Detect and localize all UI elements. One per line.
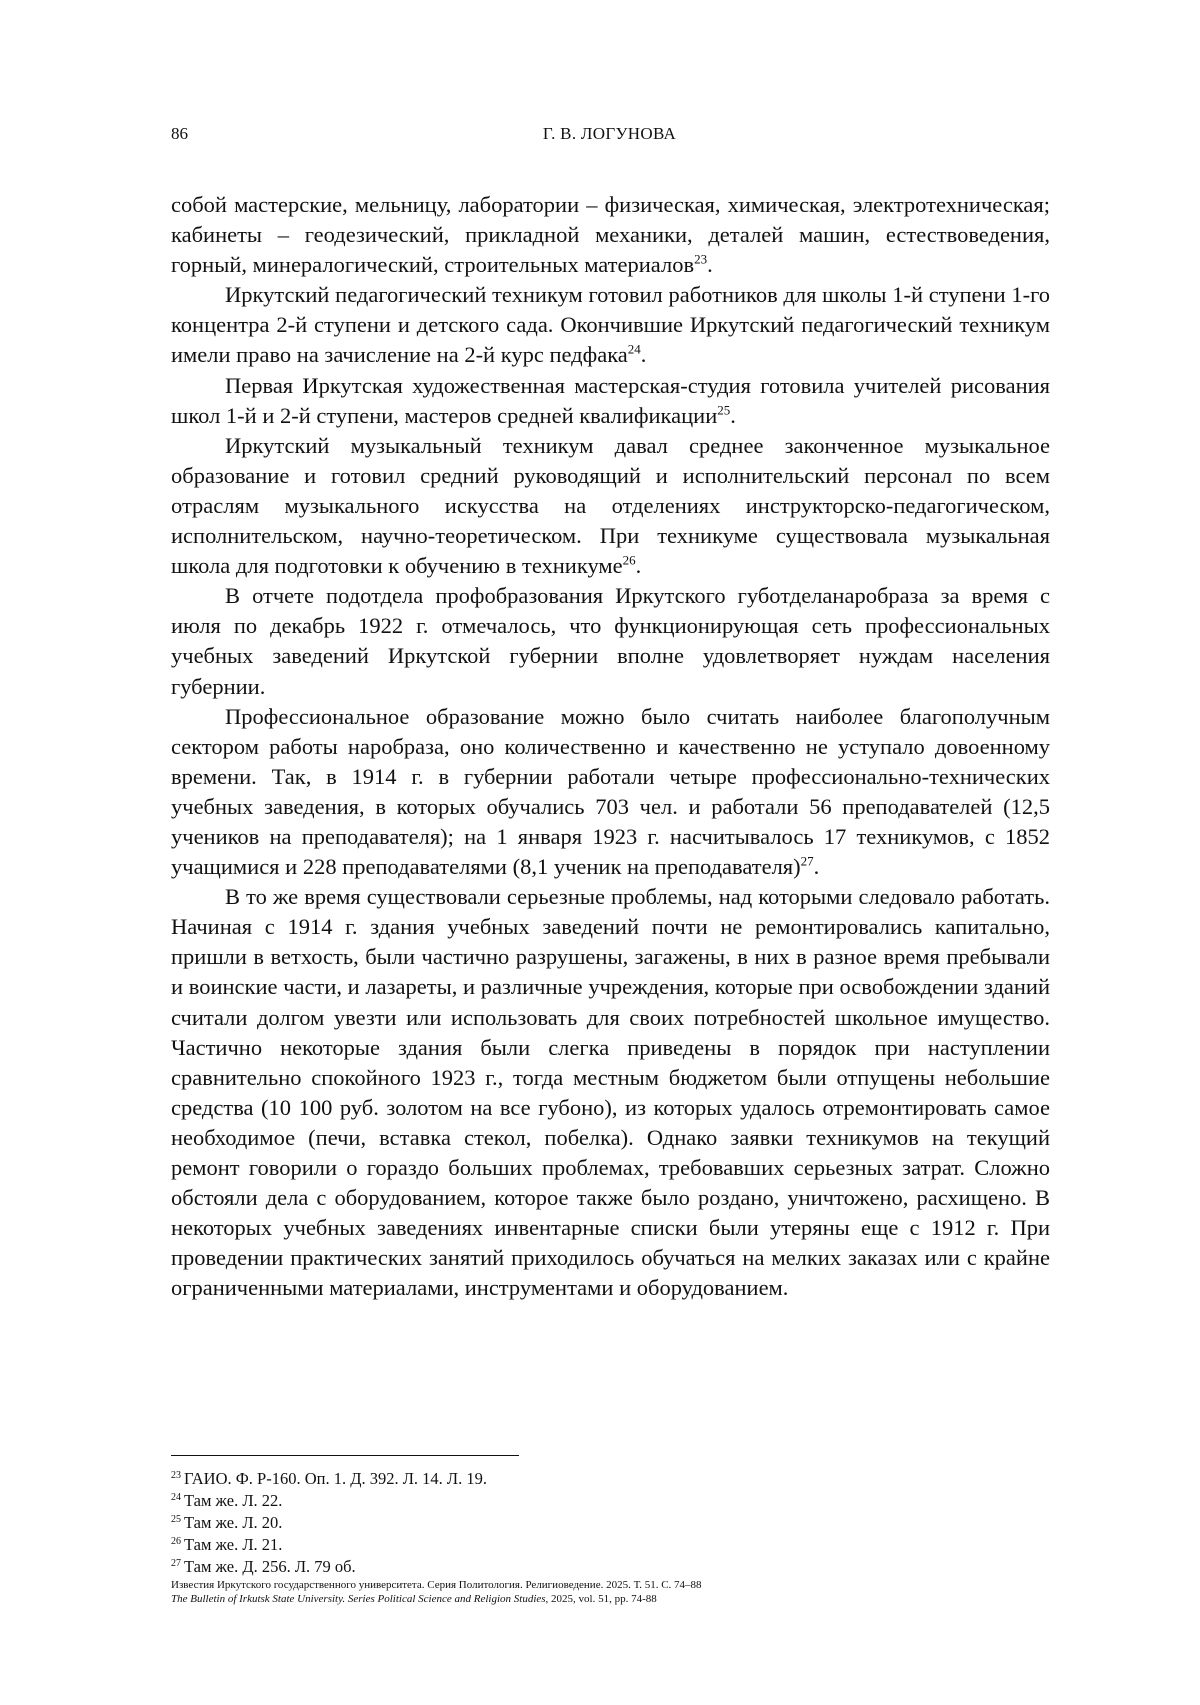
footnote-text: Там же. Д. 256. Л. 79 об. bbox=[184, 1557, 356, 1576]
footnote-text: Там же. Л. 21. bbox=[184, 1535, 282, 1554]
paragraph: собой мастерские, мельницу, лаборатории – физическая, химическая, электро­техническая; кабинеты – геодезический, прикладной механики, деталей машин, естествоведения, горный, минералогический, строительных материалов23. bbox=[171, 190, 1050, 280]
journal-page bbox=[0, 0, 1200, 1705]
footnote-ref: 27 bbox=[801, 854, 814, 869]
footnote bbox=[171, 1556, 1071, 1578]
paragraph: Иркутский педагогический техникум готовил работников для школы 1-й ступени 1-го концентра 2-й ступени и детского сада. Окончившие Иркутский педагогический техникум имели право на зачисление на 2-й курс педфака24. bbox=[171, 280, 1050, 370]
paragraph-text: Иркутский педагогический техникум готовил работников для школы 1-й ступени 1-го концентра 2-й ступени и детского сада. Окончившие Иркутский педагогический техникум имели право на зачисление на 2-й курс педфака bbox=[171, 282, 1050, 367]
footnote-number: 27 bbox=[171, 1558, 181, 1569]
footnote-separator bbox=[171, 1455, 519, 1456]
page-number: 86 bbox=[171, 124, 188, 144]
footnote bbox=[171, 1468, 1071, 1490]
footnote-number: 25 bbox=[171, 1514, 181, 1525]
journal-citation bbox=[171, 1578, 1071, 1606]
paragraph-text: Первая Иркутская художественная мастерская-студия готовила учите­лей рисования школ 1-й и 2-й ступени, мастеров средней квалификации bbox=[171, 373, 1050, 428]
journal-citation-ru: Известия Иркутского государственного университета. Серия Политология. Религиоведение. 2025. Т. 51. С. 74–88 bbox=[171, 1578, 1071, 1592]
running-head-author: Г. В. ЛОГУНОВА bbox=[171, 124, 1048, 144]
footnote-number: 23 bbox=[171, 1470, 181, 1481]
footnote bbox=[171, 1534, 1071, 1556]
paragraph-text: собой мастерские, мельницу, лаборатории – физическая, химическая, электро­техническая; кабинеты – геодезический, прикладной механики, деталей машин, естествоведения, горный, минералогический, строительных материалов bbox=[171, 192, 1050, 277]
paragraph-text: Иркутский музыкальный техникум давал среднее законченное музыкаль­ное образование и готовил средний руководящий и исполнительский персонал по всем отраслям музыкального искусства на отделениях инструкторско-педагогическом, исполнительском, научно-теоретическом. При техникуме существовала музыкальная школа для подготовки к обучению в техникуме bbox=[171, 433, 1050, 578]
paragraph bbox=[171, 581, 1050, 701]
paragraph-text: В то же время существовали серьезные проблемы, над которыми следо­вало работать. Начиная с 1914 г. здания учебных заведений почти не ремон­тировались капитально, пришли в ветхость, были частично разрушены, зага­жены, в них в разное время пребывали и воинские части, и лазареты, и раз­личные учреждения, которые при освобождении зданий считали долгом увезти или использовать для своих потребностей школьное имущество. Ча­стично некоторые здания были слегка приведены в порядок при наступлении сравнительно спокойного 1923 г., тогда местным бюджетом были отпущены небольшие средства (10 100 руб. золотом на все губоно), из которых удалось отремонтировать самое необходимое (печи, вставка стекол, побелка). Однако заявки техникумов на текущий ремонт говорили о гораздо больших пробле­мах, требовавших серьезных затрат. Сложно обстояли дела с оборудованием, которое также было роздано, уничтожено, расхищено. В некоторых учебных заведениях инвентарные списки были утеряны еще с 1912 г. При проведении практических занятий приходилось обучаться на мелких заказах или с крайне ограниченными материалами, инструментами и оборудованием. bbox=[171, 884, 1050, 1300]
journal-citation-en bbox=[171, 1592, 1071, 1606]
footnotes bbox=[171, 1468, 1071, 1578]
paragraph bbox=[171, 882, 1050, 1303]
paragraph: Иркутский музыкальный техникум давал среднее законченное музыкаль­ное образование и готовил средний руководящий и исполнительский персонал по всем отраслям музыкального искусства на отделениях инструкторско-педагогическом, исполнительском, научно-теоретическом. При техникуме существовала музыкальная школа для подготовки к обучению в техникуме26. bbox=[171, 431, 1050, 581]
footnote bbox=[171, 1512, 1071, 1534]
journal-details-en: , 2025, vol. 51, pp. 74-88 bbox=[546, 1593, 657, 1605]
main-text bbox=[171, 190, 1050, 1303]
footnote-ref: 24 bbox=[628, 342, 641, 357]
journal-title-en: The Bulletin of Irkutsk State University. Series Political Science and Religion Studies bbox=[171, 1593, 546, 1605]
footnote-text: Там же. Л. 20. bbox=[184, 1513, 282, 1532]
footnote-ref: 26 bbox=[623, 553, 636, 568]
footnote-number: 26 bbox=[171, 1536, 181, 1547]
paragraph: Первая Иркутская художественная мастерская-студия готовила учите­лей рисования школ 1-й и 2-й ступени, мастеров средней квалификации25. bbox=[171, 371, 1050, 431]
paragraph-text: Профессиональное образование можно было считать наиболее благопо­лучным сектором работы наробраза, оно количественно и качественно не уступало довоенному времени. Так, в 1914 г. в губернии работали четыре профессионально-технических учебных заведения, в которых обучались 703 чел. и работали 56 преподавателей (12,5 учеников на преподавателя); на 1 января 1923 г. насчитывалось 17 техникумов, с 1852 учащимися и 228 пре­подавателями (8,1 ученик на преподавателя) bbox=[171, 704, 1050, 879]
paragraph-text: В отчете подотдела профобразования Иркутского губотделанаробраза за время с июля по декабрь 1922 г. отмечалось, что функционирующая сеть профессиональных учебных заведений Иркутской губернии вполне удовле­творяет нуждам населения губернии. bbox=[171, 583, 1050, 698]
footnote-ref: 25 bbox=[717, 402, 730, 417]
footnote-text: Там же. Л. 22. bbox=[184, 1491, 282, 1510]
page-header bbox=[171, 124, 1048, 150]
footnote-number: 24 bbox=[171, 1492, 181, 1503]
footnote bbox=[171, 1490, 1071, 1512]
footnote-ref: 23 bbox=[694, 252, 707, 267]
paragraph: Профессиональное образование можно было считать наиболее благопо­лучным сектором работы наробраза, оно количественно и качественно не уступало довоенному времени. Так, в 1914 г. в губернии работали четыре профессионально-технических учебных заведения, в которых обучались 703 чел. и работали 56 преподавателей (12,5 учеников на преподавателя); на 1 января 1923 г. насчитывалось 17 техникумов, с 1852 учащимися и 228 пре­подавателями (8,1 ученик на преподавателя)27. bbox=[171, 702, 1050, 883]
footnote-text: ГАИО. Ф. Р-160. Оп. 1. Д. 392. Л. 14. Л. 19. bbox=[184, 1469, 487, 1488]
